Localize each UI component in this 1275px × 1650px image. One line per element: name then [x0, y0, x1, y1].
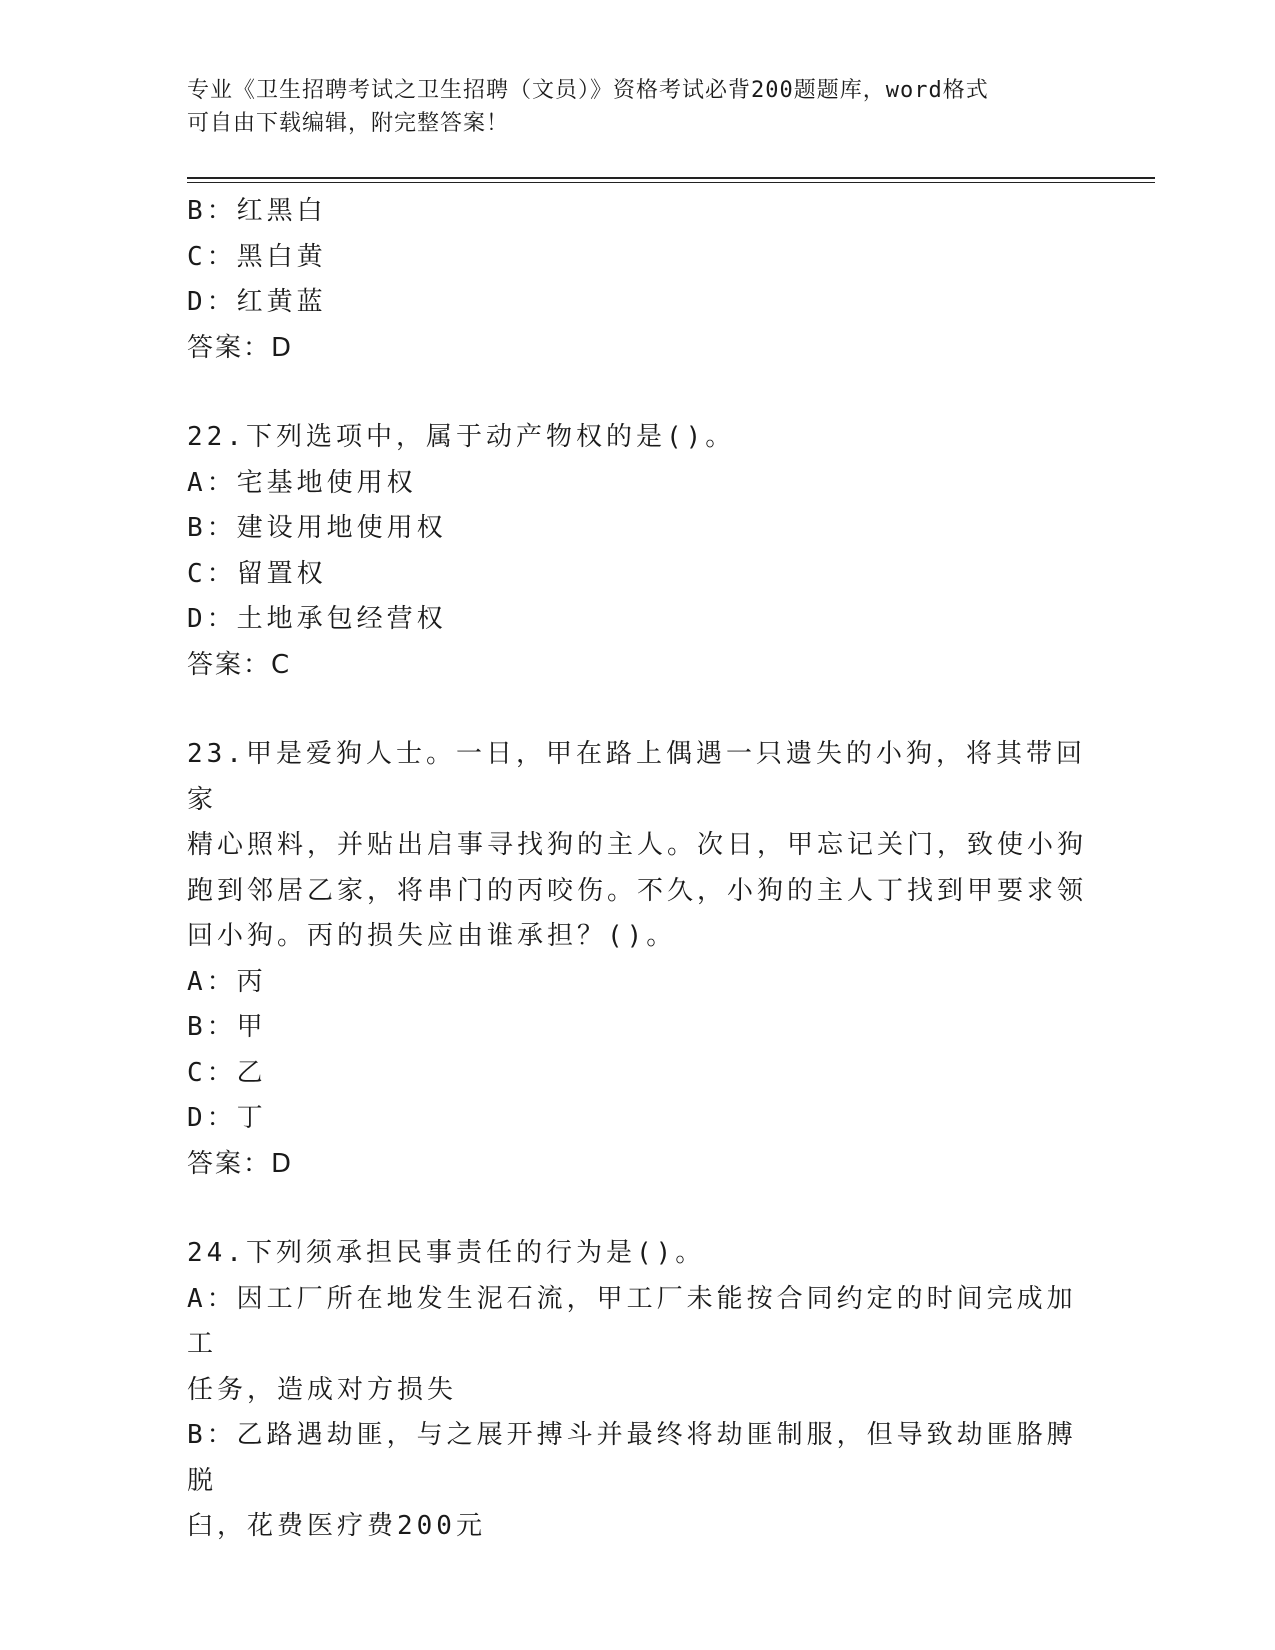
header-title-line-2: 可自由下载编辑，附完整答案！ [187, 111, 510, 136]
option-b: B：建设用地使用权 [187, 513, 447, 543]
option-c: C：乙 [187, 1057, 267, 1088]
option-d: D：红黄蓝 [187, 287, 327, 317]
question-21-continuation [187, 189, 1087, 371]
question-stem: 24.下列须承担民事责任的行为是()。 [187, 1238, 706, 1268]
question-stem-line: 23.甲是爱狗人士。一日，甲在路上偶遇一只遗失的小狗，将其带回家 [187, 739, 1086, 815]
option-b: B：甲 [187, 1012, 267, 1042]
question-23 [187, 732, 1087, 1187]
question-22 [187, 415, 1087, 688]
option-a-line: A：因工厂所在地发生泥石流，甲工厂未能按合同约定的时间完成加工 [187, 1283, 1077, 1359]
option-a: A：丙 [187, 966, 267, 997]
option-c: C：黑白黄 [187, 241, 327, 272]
option-c: C：留置权 [187, 558, 327, 589]
spacer [187, 1187, 1087, 1231]
question-24 [187, 1231, 1087, 1550]
question-stem-line: 跑到邻居乙家，将串门的丙咬伤。不久，小狗的主人丁找到甲要求领 [187, 875, 1088, 906]
answer: 答案：C [187, 649, 292, 680]
option-b-line: 臼，花费医疗费200元 [187, 1511, 486, 1541]
header-divider [187, 177, 1155, 183]
question-stem: 22.下列选项中，属于动产物权的是()。 [187, 422, 736, 452]
option-d: D：土地承包经营权 [187, 604, 447, 634]
question-stem-line: 回小狗。丙的损失应由谁承担？()。 [187, 921, 677, 951]
option-b-line: B：乙路遇劫匪，与之展开搏斗并最终将劫匪制服，但导致劫匪胳膊脱 [187, 1420, 1077, 1496]
question-stem-line: 精心照料，并贴出启事寻找狗的主人。次日，甲忘记关门，致使小狗 [187, 830, 1088, 860]
spacer [187, 688, 1087, 732]
answer: 答案：D [187, 1148, 294, 1179]
document-header [187, 74, 1087, 140]
header-title-line-1: 专业《卫生招聘考试之卫生招聘（文员）》资格考试必背200题题库，word格式 [187, 78, 989, 103]
option-d: D：丁 [187, 1103, 267, 1133]
option-b: B：红黑白 [187, 196, 327, 226]
document-body [187, 189, 1087, 1550]
option-a: A：宅基地使用权 [187, 467, 417, 498]
option-a-line: 任务，造成对方损失 [187, 1374, 458, 1405]
spacer [187, 371, 1087, 415]
answer: 答案：D [187, 332, 294, 363]
